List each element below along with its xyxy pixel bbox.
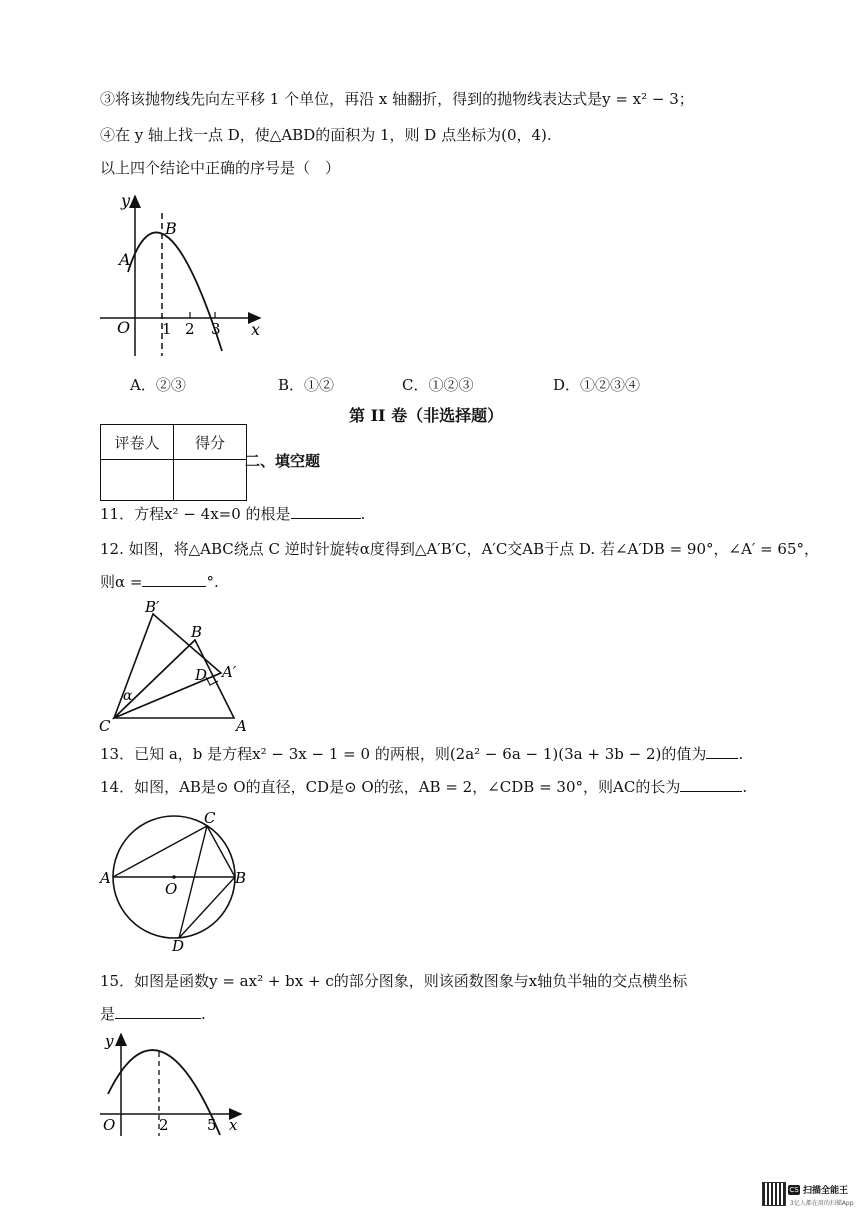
label-A: A <box>236 717 247 735</box>
label-C: C <box>204 809 216 827</box>
tick-2: 2 <box>185 320 195 338</box>
score-table-header-grader: 评卷人 <box>101 425 174 460</box>
label-Bp: B′ <box>145 598 160 616</box>
triangle-abc <box>114 640 234 718</box>
tick-5: 5 <box>207 1116 217 1134</box>
q11: 11．方程x² − 4x=0 的根是 . <box>100 505 366 523</box>
q14: 14．如图，AB是⊙ O的直径，CD是⊙ O的弦，AB = 2，∠CDB = 30°，则AC的长为 . <box>100 778 748 796</box>
tick-1: 1 <box>162 320 172 338</box>
label-A: A <box>100 869 111 887</box>
q10-parabola-figure <box>95 188 270 360</box>
section-title: 第 II 卷（非选择题） <box>349 406 504 425</box>
tick-2: 2 <box>159 1116 169 1134</box>
label-B: B <box>165 219 177 238</box>
q12-line1: 12. 如图，将△ABC绕点 C 逆时针旋转α度得到△A′B′C，A′C交AB于点 D. 若∠A′DB = 90°，∠A′ = 65°， <box>100 540 820 558</box>
q15-line1: 15．如图是函数y = ax² + bx + c的部分图象，则该函数图象与x轴负半轴的交点横坐标 <box>100 972 688 990</box>
label-Ap: A′ <box>222 663 237 681</box>
option-a[interactable]: A．②③ <box>130 376 186 394</box>
scanner-logo-icon: CS <box>789 1186 799 1194</box>
option-c[interactable]: C．①②③ <box>402 376 474 394</box>
label-y: y <box>121 191 131 210</box>
tick-3: 3 <box>211 320 221 338</box>
q14-answer-blank[interactable] <box>680 777 742 792</box>
label-x: x <box>229 1116 238 1134</box>
chord-cd <box>179 826 207 938</box>
q11-text: 11．方程x² − 4x=0 的根是 <box>100 505 291 523</box>
label-x: x <box>251 320 261 339</box>
label-D: D <box>195 666 208 684</box>
parabola-curve <box>128 232 222 351</box>
q10-item4: ④在 y 轴上找一点 D，使△ABD的面积为 1，则 D 点坐标为(0，4). <box>100 126 552 144</box>
label-B: B <box>235 869 247 887</box>
option-b[interactable]: B．①② <box>278 376 335 394</box>
score-table <box>100 424 247 501</box>
score-table-cell-grader[interactable] <box>101 460 174 501</box>
q10-item3: ③将该抛物线先向左平移 1 个单位，再沿 x 轴翻折，得到的抛物线表达式是y = x² − 3； <box>100 90 694 108</box>
label-y: y <box>105 1032 114 1050</box>
qr-code-icon <box>762 1182 786 1206</box>
watermark-sub: 3亿人都在用的扫描App <box>790 1200 854 1207</box>
q15-line2: 是 . <box>100 1005 206 1023</box>
score-table-header-score: 得分 <box>174 425 247 460</box>
label-B: B <box>191 623 203 641</box>
label-D: D <box>172 937 185 953</box>
label-A: A <box>119 250 131 269</box>
q13: 13．已知 a，b 是方程x² − 3x − 1 = 0 的两根，则(2a² − 6a − 1)(3a + 3b − 2)的值为 . <box>100 745 744 763</box>
q13-answer-blank[interactable] <box>706 744 738 759</box>
q15-parabola-figure <box>95 1030 250 1140</box>
q12-line2: 则α = °. <box>100 573 219 591</box>
q11-answer-blank[interactable] <box>291 504 361 519</box>
q15-answer-blank[interactable] <box>115 1004 201 1019</box>
label-O: O <box>117 318 131 337</box>
label-O: O <box>165 880 178 898</box>
q12-answer-blank[interactable] <box>142 572 206 587</box>
score-table-cell-score[interactable] <box>174 460 247 501</box>
q14-circle-figure <box>95 805 255 953</box>
label-C: C <box>99 717 111 735</box>
watermark-brand: 扫描全能王 <box>803 1186 849 1196</box>
q10-prompt: 以上四个结论中正确的序号是（ ） <box>100 159 341 177</box>
label-alpha: α <box>123 688 133 704</box>
label-O: O <box>103 1116 116 1134</box>
option-d[interactable]: D．①②③④ <box>553 376 641 394</box>
section-heading-fill: 二、填空题 <box>245 452 321 470</box>
q12-rotation-figure <box>95 597 255 735</box>
